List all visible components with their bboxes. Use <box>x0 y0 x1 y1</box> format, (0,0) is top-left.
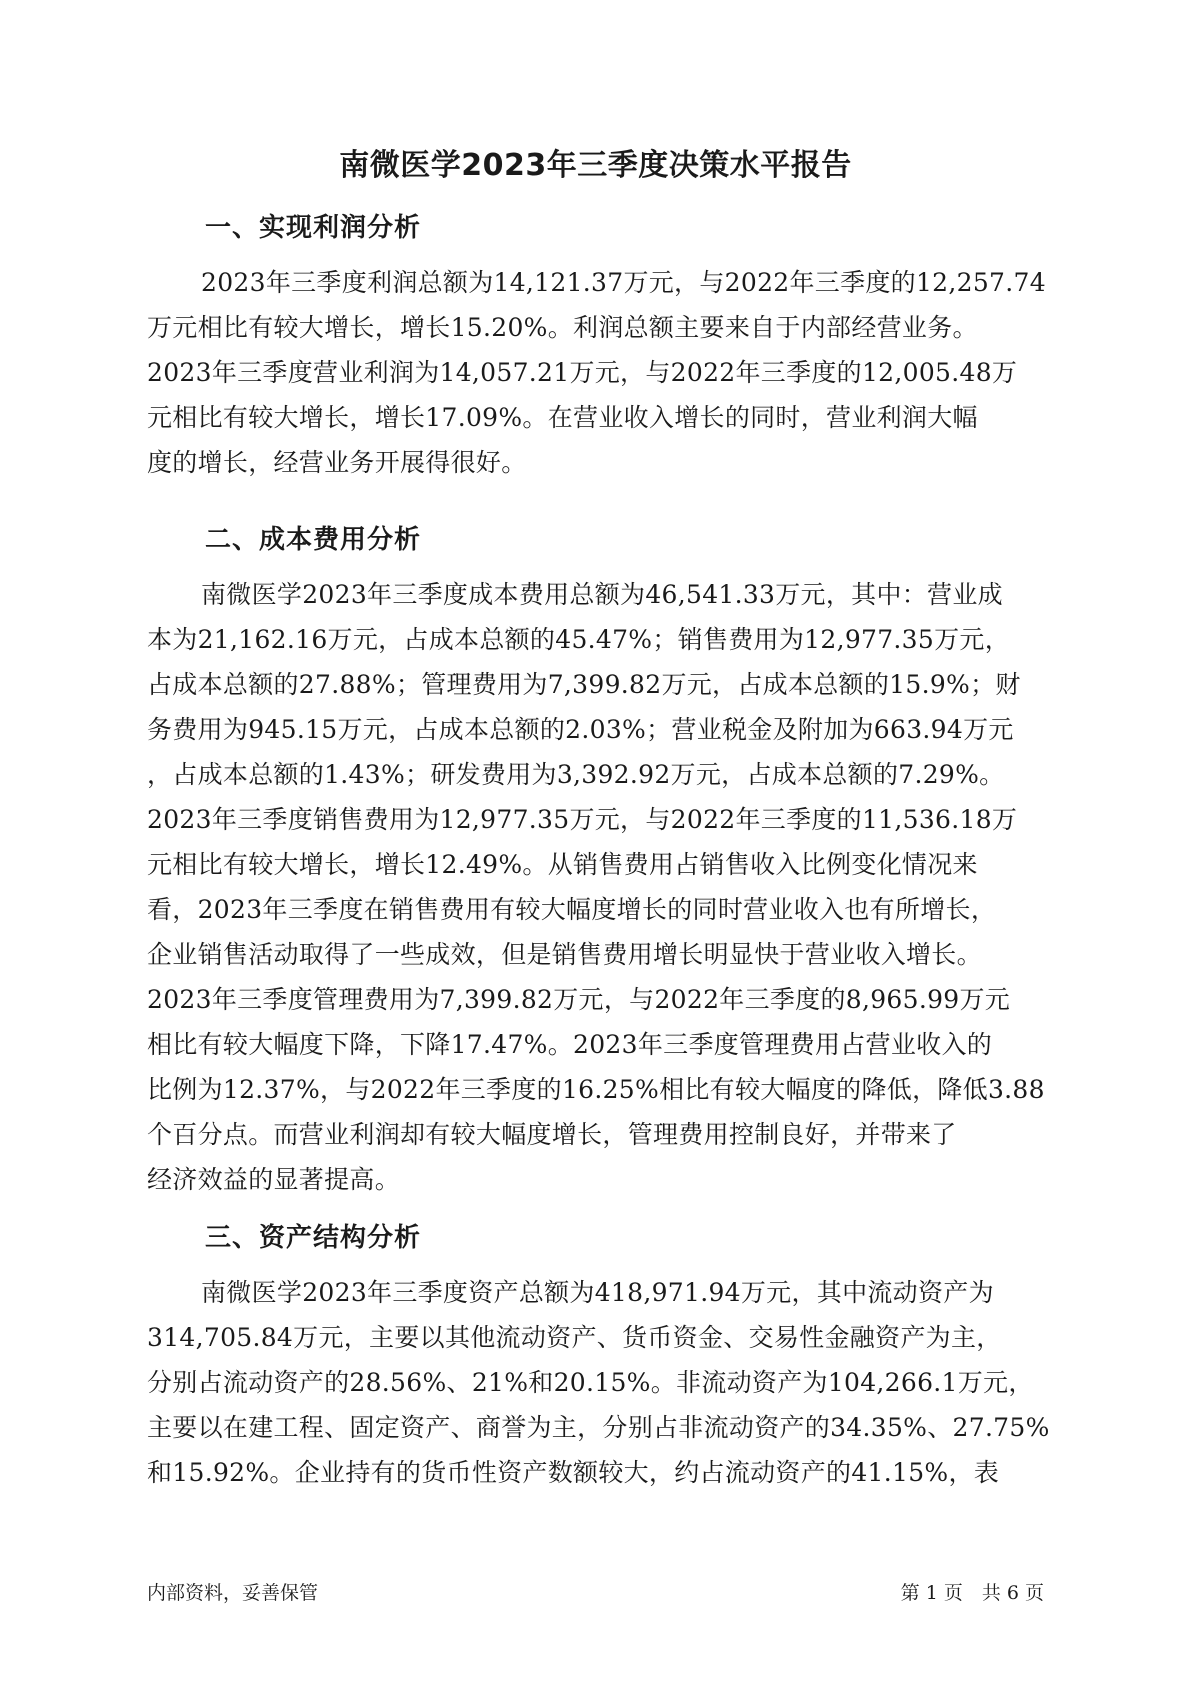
paragraph-line: 主要以在建工程、固定资产、商誉为主，分别占非流动资产的34.35%、27.75% <box>147 1413 1050 1442</box>
paragraph-line: 元相比有较大增长，增长12.49%。从销售费用占销售收入比例变化情况来 <box>147 850 978 879</box>
paragraph-line: 2023年三季度销售费用为12,977.35万元，与2022年三季度的11,536.18万 <box>147 805 1018 834</box>
paragraph-line: 2023年三季度营业利润为14,057.21万元，与2022年三季度的12,005.48万 <box>147 358 1018 387</box>
paragraph-line: 分别占流动资产的28.56%、21%和20.15%。非流动资产为104,266.1万元， <box>147 1368 1034 1397</box>
paragraph-line: 个百分点。而营业利润却有较大幅度增长，管理费用控制良好，并带来了 <box>147 1120 957 1149</box>
paragraph-line: 万元相比有较大增长，增长15.20%。利润总额主要来自于内部经营业务。 <box>147 313 978 342</box>
paragraph-line: 相比有较大幅度下降，下降17.47%。2023年三季度管理费用占营业收入的 <box>147 1030 993 1059</box>
paragraph-line: 企业销售活动取得了一些成效，但是销售费用增长明显快于营业收入增长。 <box>147 940 982 969</box>
section-heading-cost: 二、成本费用分析 <box>205 525 422 555</box>
paragraph-line: 占成本总额的27.88%；管理费用为7,399.82万元，占成本总额的15.9%；财 <box>147 670 1021 699</box>
section-heading-assets: 三、资产结构分析 <box>205 1223 422 1253</box>
paragraph-line: 和15.92%。企业持有的货币性资产数额较大，约占流动资产的41.15%，表 <box>147 1458 1000 1487</box>
paragraph-line: 比例为12.37%，与2022年三季度的16.25%相比有较大幅度的降低，降低3.88 <box>147 1075 1045 1104</box>
paragraph-line: 元相比有较大增长，增长17.09%。在营业收入增长的同时，营业利润大幅 <box>147 403 978 432</box>
section-body-assets <box>147 1270 1050 1495</box>
paragraph-line: 南微医学2023年三季度成本费用总额为46,541.33万元，其中：营业成 <box>201 580 1003 609</box>
document-title: 南微医学2023年三季度决策水平报告 <box>339 148 852 183</box>
footer-confidential-note: 内部资料，妥善保管 <box>147 1582 319 1604</box>
paragraph-line: 南微医学2023年三季度资产总额为418,971.94万元，其中流动资产为 <box>201 1278 994 1307</box>
paragraph-line: 2023年三季度利润总额为14,121.37万元，与2022年三季度的12,257.74 <box>201 268 1046 297</box>
section-heading-profit: 一、实现利润分析 <box>205 213 422 243</box>
paragraph-line: ，占成本总额的1.43%；研发费用为3,392.92万元，占成本总额的7.29%。 <box>147 760 1005 789</box>
section-body-cost <box>147 572 1047 1202</box>
paragraph-line: 经济效益的显著提高。 <box>147 1165 401 1194</box>
paragraph-line: 务费用为945.15万元，占成本总额的2.03%；营业税金及附加为663.94万元 <box>147 715 1014 744</box>
section-body-profit <box>147 260 1047 485</box>
footer-page-number: 第 1 页 共 6 页 <box>900 1582 1044 1604</box>
paragraph-line: 314,705.84万元，主要以其他流动资产、货币资金、交易性金融资产为主， <box>147 1323 1002 1352</box>
paragraph-line: 看，2023年三季度在销售费用有较大幅度增长的同时营业收入也有所增长， <box>147 895 997 924</box>
paragraph-line: 本为21,162.16万元，占成本总额的45.47%；销售费用为12,977.35万元， <box>147 625 1010 654</box>
paragraph-line: 2023年三季度管理费用为7,399.82万元，与2022年三季度的8,965.99万元 <box>147 985 1011 1014</box>
paragraph-line: 度的增长，经营业务开展得很好。 <box>147 448 527 477</box>
